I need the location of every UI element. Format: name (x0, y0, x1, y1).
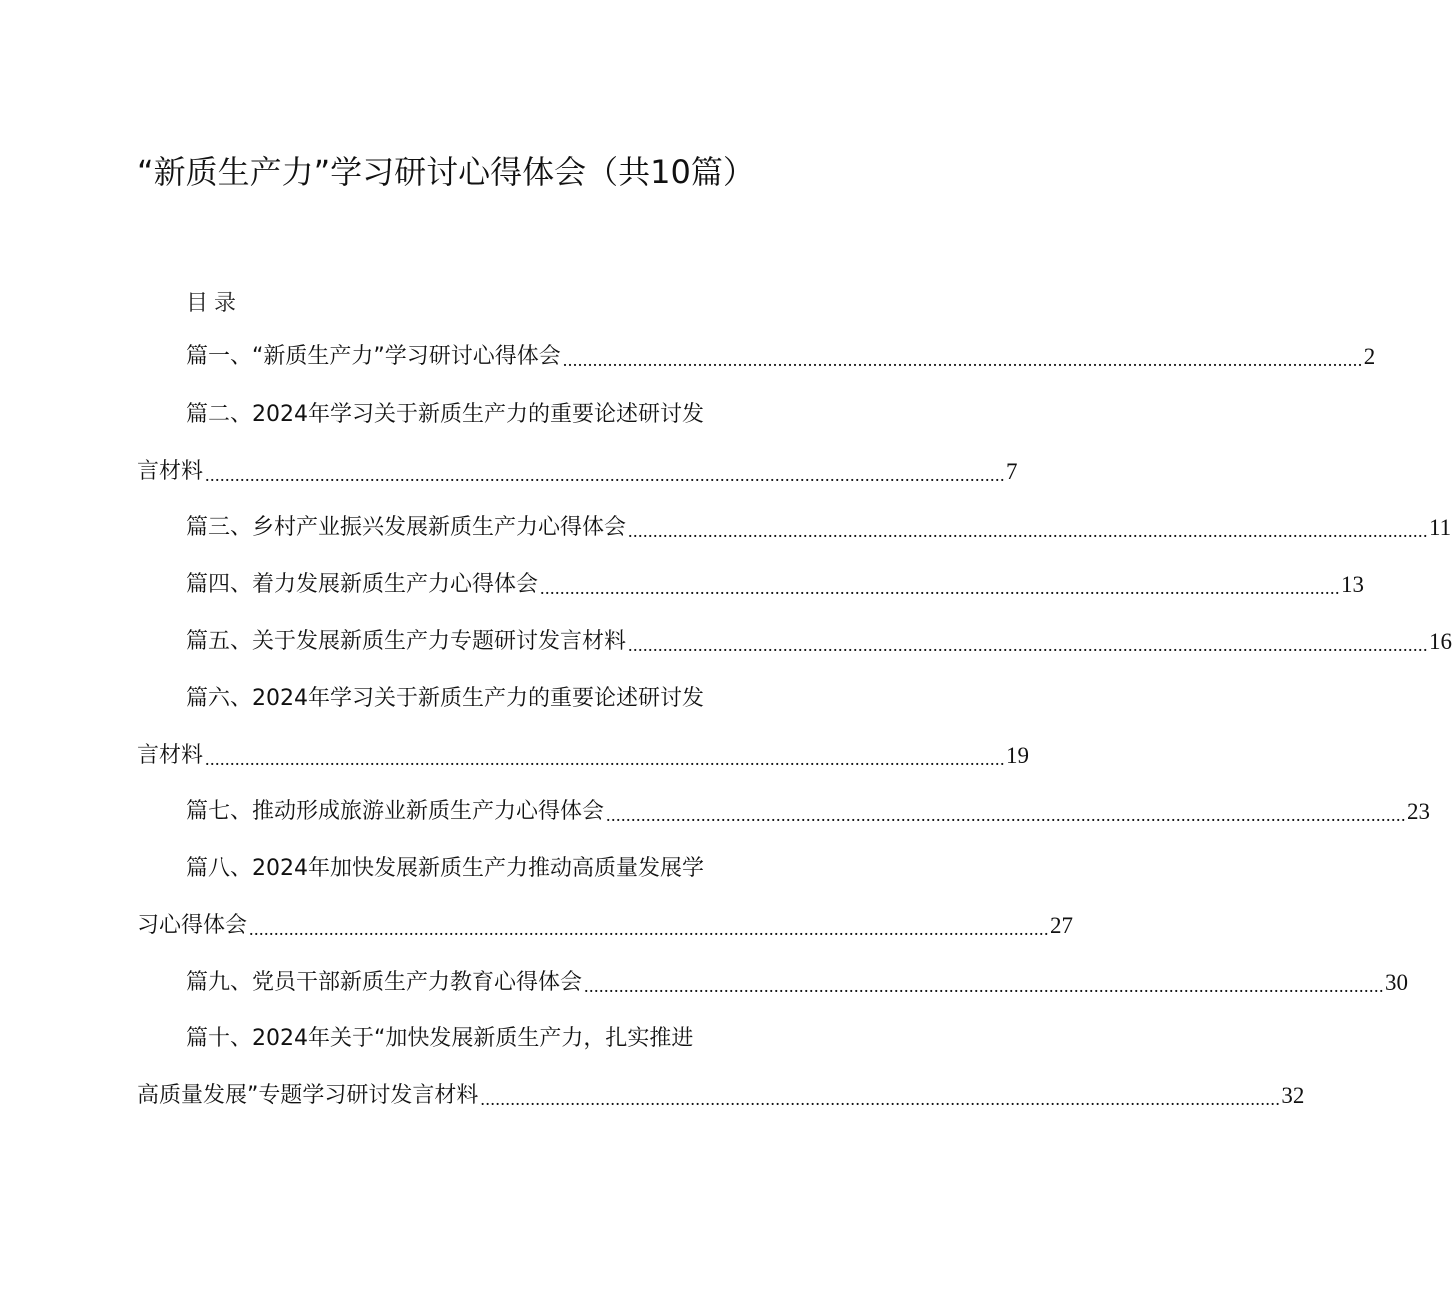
toc-entry-text: 篇七、推动形成旅游业新质生产力心得体会 (186, 799, 605, 824)
toc-leader-dots: ................................................................................................................................................................ (628, 521, 1429, 541)
toc-page-number: 27 (1050, 913, 1074, 938)
toc-entry-10-line2[interactable] (137, 1078, 1305, 1114)
toc-entry-text: 篇三、乡村产业振兴发展新质生产力心得体会 (186, 515, 627, 540)
toc-leader-dots: ................................................................................................................................................................ (205, 465, 1006, 485)
toc-page-number: 32 (1281, 1083, 1305, 1108)
toc-entry-text: 言材料 (137, 459, 204, 484)
toc-entry-6-line2[interactable] (137, 738, 1030, 774)
toc-entry-text: 篇六、2024年学习关于新质生产力的重要论述研讨发 (186, 686, 704, 711)
toc-entry-10-line1[interactable] (186, 1021, 746, 1057)
toc-entry-8-line1[interactable] (186, 851, 746, 887)
toc-page-number: 30 (1385, 970, 1409, 995)
toc-leader-dots: ................................................................................................................................................................ (249, 919, 1050, 939)
toc-page-number: 16 (1429, 629, 1452, 654)
toc-leader-dots: ................................................................................................................................................................ (628, 635, 1429, 655)
toc-entry-9[interactable] (186, 965, 1409, 1001)
toc-leader-dots: ................................................................................................................................................................ (480, 1089, 1281, 1109)
toc-entry-3[interactable] (186, 510, 1452, 546)
toc-entry-text: 篇一、“新质生产力”学习研讨心得体会 (186, 344, 561, 369)
toc-entry-text: 言材料 (137, 743, 204, 768)
toc-entry-2-line2[interactable] (137, 454, 1018, 490)
toc-page-number: 23 (1407, 799, 1431, 824)
toc-entry-7[interactable] (186, 794, 1431, 830)
toc-page-number: 2 (1363, 344, 1376, 369)
toc-leader-dots: ................................................................................................................................................................ (562, 350, 1363, 370)
toc-heading: 目录 (186, 291, 243, 316)
toc-entry-text: 篇二、2024年学习关于新质生产力的重要论述研讨发 (186, 402, 704, 427)
toc-page-number: 11 (1429, 515, 1452, 540)
document-title: “新质生产力”学习研讨心得体会（共10篇） (137, 153, 755, 191)
toc-entry-text: 篇十、2024年关于“加快发展新质生产力，扎实推进 (186, 1026, 694, 1051)
toc-entry-text: 篇九、党员干部新质生产力教育心得体会 (186, 970, 583, 995)
toc-entry-1[interactable] (186, 339, 1376, 375)
toc-entry-text: 篇四、着力发展新质生产力心得体会 (186, 572, 539, 597)
toc-leader-dots: ................................................................................................................................................................ (606, 805, 1407, 825)
toc-page-number: 13 (1341, 572, 1365, 597)
toc-entry-2-line1[interactable] (186, 397, 746, 433)
toc-page-number: 7 (1006, 459, 1018, 484)
toc-leader-dots: ................................................................................................................................................................ (584, 976, 1385, 996)
toc-entry-4[interactable] (186, 567, 1365, 603)
toc-entry-5[interactable] (186, 624, 1452, 660)
toc-page-number: 19 (1006, 743, 1030, 768)
toc-entry-6-line1[interactable] (186, 681, 746, 717)
toc-entry-8-line2[interactable] (137, 908, 1074, 944)
toc-entry-text: 篇五、关于发展新质生产力专题研讨发言材料 (186, 629, 627, 654)
toc-entry-text: 篇八、2024年加快发展新质生产力推动高质量发展学 (186, 856, 704, 881)
toc-leader-dots: ................................................................................................................................................................ (540, 578, 1341, 598)
toc-leader-dots: ................................................................................................................................................................ (205, 749, 1006, 769)
toc-entry-text: 习心得体会 (137, 913, 248, 938)
toc-entry-text: 高质量发展”专题学习研讨发言材料 (137, 1083, 479, 1108)
